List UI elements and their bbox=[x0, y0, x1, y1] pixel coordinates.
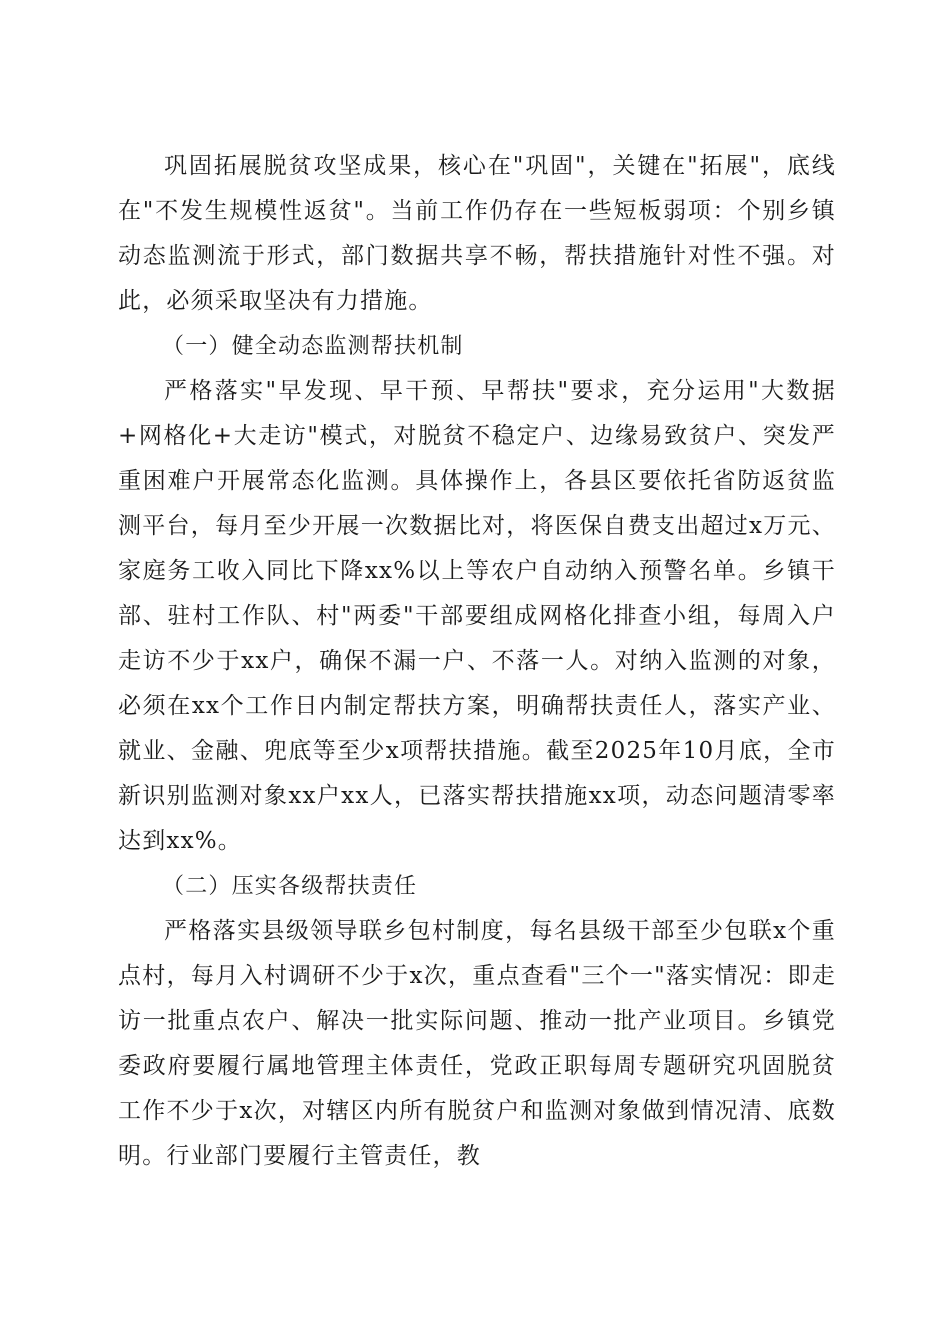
section-heading-1: （一）健全动态监测帮扶机制 bbox=[162, 334, 464, 359]
intro-paragraph: 巩固拓展脱贫攻坚成果，核心在"巩固"，关键在"拓展"，底线在"不发生规模性返贫"。当前工作仍存在一些短板弱项：个别乡镇动态监测流于形式，部门数据共享不畅，帮扶措施针对性不强。对此，必须采取坚决有力措施。 bbox=[118, 153, 836, 314]
section-body-2: 严格落实县级领导联乡包村制度，每名县级干部至少包联x个重点村，每月入村调研不少于x次，重点查看"三个一"落实情况：即走访一批重点农户、解决一批实际问题、推动一批产业项目。乡镇党委政府要履行属地管理主体责任，党政正职每周专题研究巩固脱贫工作不少于x次，对辖区内所有脱贫户和监测对象做到情况清、底数明。行业部门要履行主管责任，教 bbox=[118, 918, 836, 1169]
document-body bbox=[118, 144, 836, 1179]
section-heading-2: （二）压实各级帮扶责任 bbox=[162, 874, 418, 899]
section-body-1: 严格落实"早发现、早干预、早帮扶"要求，充分运用"大数据+网格化+大走访"模式，对脱贫不稳定户、边缘易致贫户、突发严重困难户开展常态化监测。具体操作上，各县区要依托省防返贫监测平台，每月至少开展一次数据比对，将医保自费支出超过x万元、家庭务工收入同比下降xx%以上等农户自动纳入预警名单。乡镇干部、驻村工作队、村"两委"干部要组成网格化排查小组，每周入户走访不少于xx户，确保不漏一户、不落一人。对纳入监测的对象，必须在xx个工作日内制定帮扶方案，明确帮扶责任人，落实产业、就业、金融、兜底等至少x项帮扶措施。截至2025年10月底，全市新识别监测对象xx户xx人，已落实帮扶措施xx项，动态问题清零率达到xx%。 bbox=[118, 378, 836, 854]
